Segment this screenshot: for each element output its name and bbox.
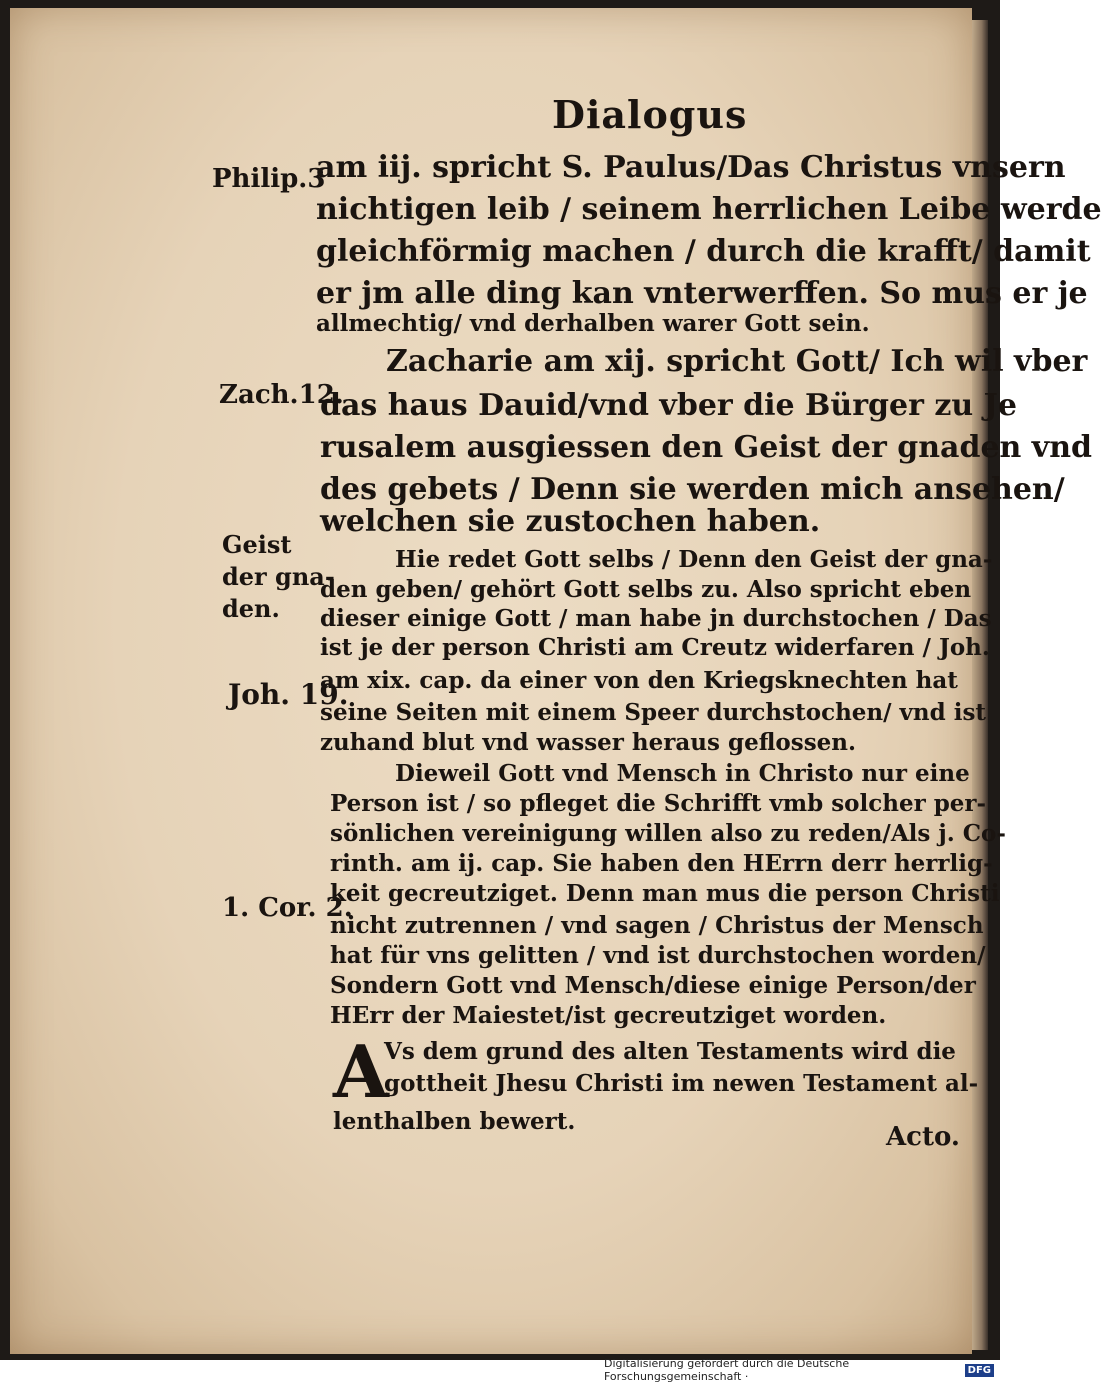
- margin-note-geist-3: den.: [222, 594, 280, 623]
- text-line: rinth. am ij. cap. Sie haben den HErrn derr herrlig-: [330, 850, 993, 877]
- drop-initial: A: [333, 1029, 389, 1114]
- footer: [604, 1357, 994, 1383]
- text-line: am iij. spricht S. Paulus/Das Christus vnsern: [316, 150, 1066, 185]
- margin-note-philip: Philip.3: [212, 164, 326, 194]
- text-line: gottheit Jhesu Christi im newen Testament al-: [384, 1070, 979, 1097]
- text-line: ist je der person Christi am Creutz widerfaren / Joh.: [320, 634, 990, 661]
- text-line: das haus Dauid/vnd vber die Bürger zu Je: [320, 388, 1017, 423]
- text-line: er jm alle ding kan vnterwerffen. So mus er je: [316, 276, 1088, 311]
- text-line: dieser einige Gott / man habe jn durchstochen / Das: [320, 605, 992, 632]
- margin-note-geist-1: Geist: [222, 530, 292, 559]
- text-line: lenthalben bewert.: [333, 1108, 576, 1135]
- footer-text: Digitalisierung gefördert durch die Deutsche Forschungsgemeinschaft ·: [604, 1357, 850, 1383]
- text-line: nichtigen leib / seinem herrlichen Leibe werde: [316, 192, 1102, 227]
- text-line: rusalem ausgiessen den Geist der gnaden vnd: [320, 430, 1093, 465]
- text-line: Dieweil Gott vnd Mensch in Christo nur eine: [395, 760, 970, 787]
- text-line: keit gecreutziget. Denn man mus die person Christi: [330, 880, 1000, 907]
- margin-note-joh: Joh. 19.: [228, 678, 349, 711]
- margin-note-geist-2: der gna-: [222, 562, 335, 591]
- running-title: Dialogus: [552, 92, 748, 137]
- text-line: nicht zutrennen / vnd sagen / Christus der Mensch: [330, 912, 984, 939]
- text-line: des gebets / Denn sie werden mich ansehen/: [320, 472, 1065, 507]
- text-line: gleichförmig machen / durch die krafft/ damit: [316, 234, 1091, 269]
- text-line: den geben/ gehört Gott selbs zu. Also spricht eben: [320, 576, 972, 603]
- text-line: Hie redet Gott selbs / Denn den Geist der gna-: [395, 546, 993, 573]
- text-line: seine Seiten mit einem Speer durchstochen/ vnd ist: [320, 699, 987, 726]
- text-line: hat für vns gelitten / vnd ist durchstochen worden/: [330, 942, 986, 969]
- text-line: Vs dem grund des alten Testaments wird die: [384, 1038, 956, 1065]
- text-line: Sondern Gott vnd Mensch/diese einige Person/der: [330, 972, 976, 999]
- text-line: HErr der Maiestet/ist gecreutziget worden.: [330, 1002, 887, 1029]
- text-line: sönlichen vereinigung willen also zu reden/Als j. Co-: [330, 820, 1006, 847]
- text-line: zuhand blut vnd wasser heraus geflossen.: [320, 729, 857, 756]
- text-line: allmechtig/ vnd derhalben warer Gott sein.: [316, 310, 870, 337]
- catchword: Acto.: [886, 1122, 960, 1152]
- text-line: am xix. cap. da einer von den Kriegsknechten hat: [320, 667, 958, 694]
- text-line: welchen sie zustochen haben.: [320, 504, 821, 539]
- text-line: Zacharie am xij. spricht Gott/ Ich wil vber: [386, 344, 1088, 379]
- dfg-logo: DFG: [965, 1364, 994, 1377]
- margin-note-zach: Zach.12.: [219, 380, 344, 410]
- margin-note-cor: 1. Cor. 2.: [222, 893, 353, 923]
- text-line: Person ist / so pfleget die Schrifft vmb solcher per-: [330, 790, 987, 817]
